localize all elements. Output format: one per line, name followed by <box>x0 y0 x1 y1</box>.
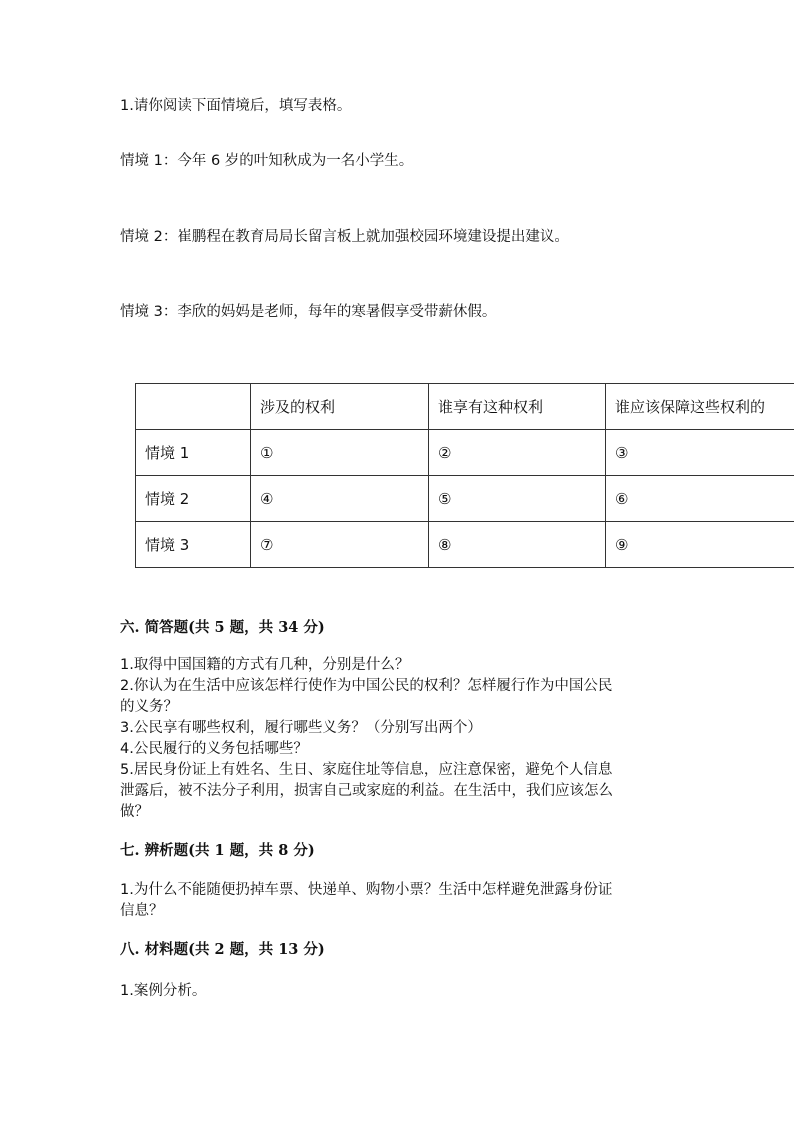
scenario-1-text: 情境 1：今年 6 岁的叶知秋成为一名小学生。 <box>120 153 414 169</box>
table-row <box>136 522 794 568</box>
scenario-2-text: 情境 2：崔鹏程在教育局局长留言板上就加强校园环境建设提出建议。 <box>120 229 569 245</box>
table-cell: ⑧ <box>429 522 606 568</box>
section-6-q2-line1: 2.你认为在生活中应该怎样行使作为中国公民的权利？怎样履行作为中国公民 <box>120 678 613 694</box>
table-cell: ④ <box>251 476 429 522</box>
table-header-cell: 涉及的权利 <box>251 384 429 430</box>
section-6-q1: 1.取得中国国籍的方式有几种，分别是什么？ <box>120 657 410 673</box>
table-header-row <box>136 384 794 430</box>
table-cell: ① <box>251 430 429 476</box>
section-6-q2-line2: 的义务？ <box>120 699 178 715</box>
section-7-q1-line1: 1.为什么不能随便扔掉车票、快递单、购物小票？生活中怎样避免泄露身份证 <box>120 882 613 898</box>
row-label: 情境 2 <box>136 476 251 522</box>
row-label: 情境 1 <box>136 430 251 476</box>
section-6-q5-line3: 做？ <box>120 804 149 820</box>
scenario-3-text: 情境 3：李欣的妈妈是老师，每年的寒暑假享受带薪休假。 <box>120 304 497 320</box>
section-8-heading: 八. 材料题(共 2 题，共 13 分) <box>120 941 325 958</box>
table-header-cell <box>136 384 251 430</box>
question-1-prompt: 1.请你阅读下面情境后，填写表格。 <box>120 98 352 114</box>
table-cell: ⑦ <box>251 522 429 568</box>
table-header-cell: 谁享有这种权利 <box>429 384 606 430</box>
row-label: 情境 3 <box>136 522 251 568</box>
table-cell: ③ <box>606 430 794 476</box>
section-6-q3: 3.公民享有哪些权利，履行哪些义务？（分别写出两个） <box>120 720 482 736</box>
section-6-q5-line1: 5.居民身份证上有姓名、生日、家庭住址等信息，应注意保密，避免个人信息 <box>120 762 613 778</box>
table-row <box>136 430 794 476</box>
section-7-q1-line2: 信息？ <box>120 903 164 919</box>
table-row <box>136 476 794 522</box>
rights-table <box>135 383 794 568</box>
table-cell: ⑤ <box>429 476 606 522</box>
table-cell: ⑥ <box>606 476 794 522</box>
section-7-heading: 七. 辨析题(共 1 题，共 8 分) <box>120 842 315 859</box>
section-8-q1: 1.案例分析。 <box>120 983 207 999</box>
table-cell: ② <box>429 430 606 476</box>
table-header-cell: 谁应该保障这些权利的 <box>606 384 794 430</box>
table-cell: ⑨ <box>606 522 794 568</box>
section-6-q4: 4.公民履行的义务包括哪些？ <box>120 741 308 757</box>
section-6-q5-line2: 泄露后，被不法分子利用，损害自己或家庭的利益。在生活中，我们应该怎么 <box>120 783 613 799</box>
section-6-heading: 六. 简答题(共 5 题，共 34 分) <box>120 619 325 636</box>
